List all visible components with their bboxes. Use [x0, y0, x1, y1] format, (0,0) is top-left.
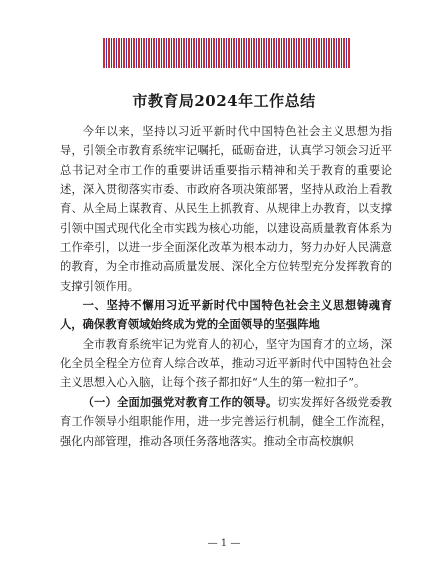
- letterhead-banner: [103, 38, 351, 68]
- intro-paragraph: 今年以来，坚持以习近平新时代中国特色社会主义思想为指导，引领全市教育系统牢记嘱托，砥砺奋进，认真学习领会习近平总书记对全市工作的重要讲话重要指示精神和关于教育的重要论述，深入贯彻落实市委、市政府各项决策部署，坚持从政治上看教育、从全局上谋教育、从民生上抓教育、从规律上办教育，以支撑引领中国式现代化全市实践为核心功能，以建设高质量教育体系为工作牵引，以进一步全面深化改革为根本动力，努力办好人民满意的教育，为全市推动高质量发展、深化全方位转型充分发挥教育的支撑引领作用。: [60, 125, 392, 293]
- section-heading-1: 一、坚持不懈用习近平新时代中国特色社会主义思想铸魂育人，确保教育领域始终成为党的全面领导的坚强阵地: [60, 299, 392, 332]
- subsection-paragraph: [60, 393, 392, 451]
- document-body: [60, 122, 392, 451]
- red-blue-letterhead-banner-icon: [103, 38, 351, 68]
- document-title: 市教育局2024年工作总结: [132, 92, 316, 110]
- subsection-text: 切实发挥好各级党委教育工作领导小组职能作用，进一步完善运行机制，健全工作流程，强化内部管理，推动各项任务落地落实。推动全市高校旗帜: [60, 395, 392, 448]
- page-number: — 1 —: [207, 538, 241, 549]
- section-1-paragraph: 全市教育系统牢记为党育人的初心，坚守为国育才的立场，深化全员全程全方位育人综合改革，推动习近平新时代中国特色社会主义思想入心入脑，让每个孩子都扣好“人生的第一粒扣子”。: [60, 337, 392, 390]
- subsection-heading-1: （一）全面加强党对教育工作的领导。: [82, 394, 278, 409]
